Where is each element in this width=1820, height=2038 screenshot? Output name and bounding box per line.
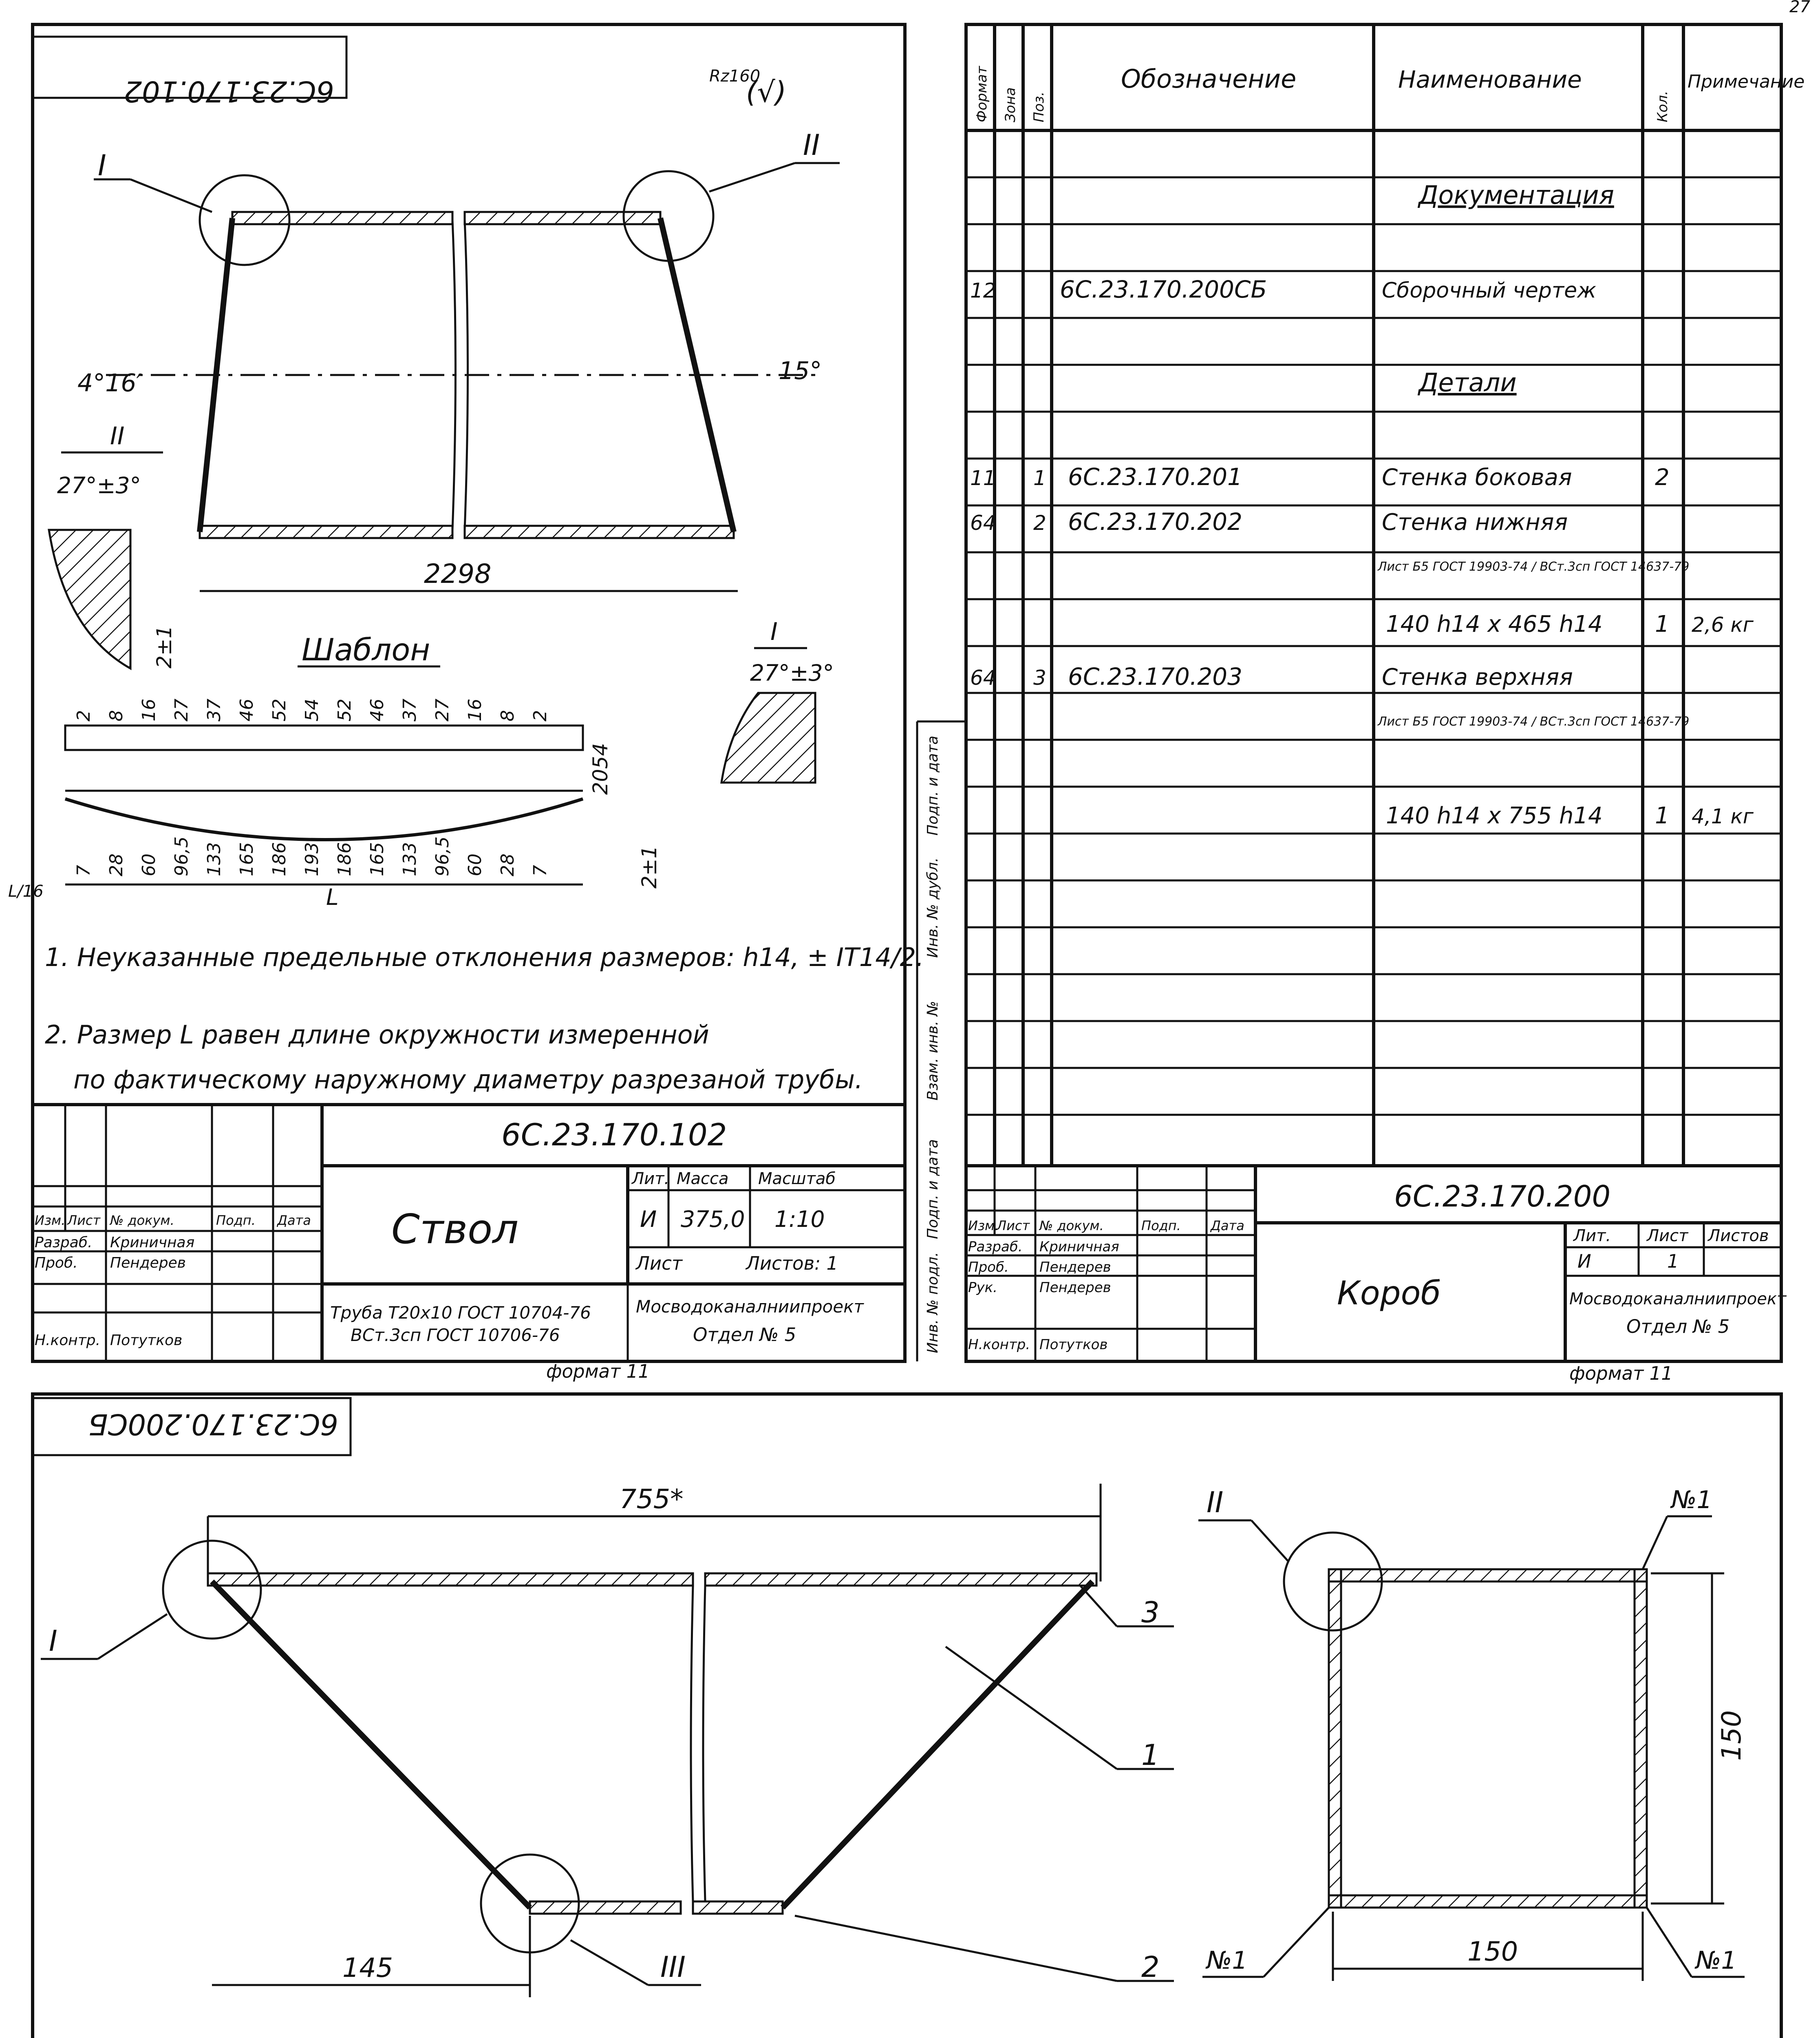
sheet1-sheets-label: Листов: 1: [746, 1253, 838, 1274]
template-top-dim: 2: [530, 710, 551, 721]
spec-header-pos: Поз.: [1031, 91, 1047, 122]
spec-row-material: Лист Б5 ГОСТ 19903-74 / ВСт.3сп ГОСТ 14637-79: [1378, 715, 1690, 729]
angle-left: 4°16′: [77, 369, 142, 397]
detail-I-label: I: [770, 618, 778, 646]
template-bottom-dim: 133: [204, 842, 225, 876]
sheet2-org: Мосводоканалниипроект: [1569, 1290, 1787, 1308]
sheet1-material-1: Труба T20x10 ГОСТ 10704-76: [330, 1303, 591, 1323]
spec-row-fmt: 11: [970, 466, 996, 490]
sheet1-sheet-label: Лист: [636, 1253, 683, 1274]
spec-header-designation: Обозначение: [1121, 64, 1297, 94]
side-label-0: Инв. № подл.: [924, 1252, 941, 1353]
sheet2-person-1: Пендерев: [1039, 1259, 1111, 1275]
detail-II-angle: 27°±3°: [57, 472, 141, 498]
dim-2pm1-b: 2±1: [638, 845, 661, 889]
spec-row-name: 140 h14 x 755 h14: [1386, 803, 1603, 829]
sheet3-code-rotated: 6C.23.170.200СБ: [88, 1407, 338, 1441]
spec-row-qty: 1: [1655, 611, 1670, 637]
template-bottom-dim: 60: [139, 854, 159, 876]
sheet1-lit-label: Лит.: [632, 1169, 670, 1188]
template-step: L/16: [8, 882, 44, 901]
sheet2-lit: И: [1577, 1251, 1591, 1272]
sheet1-lit: И: [640, 1206, 657, 1232]
dim-box-h: 150: [1716, 1710, 1747, 1761]
side-label-2: Взам. инв. №: [924, 1001, 941, 1101]
template-bottom-dim: 28: [497, 854, 518, 876]
sheet1-designation: 6C.23.170.102: [501, 1117, 727, 1153]
pos-label-3: 3: [1141, 1596, 1160, 1629]
template-bottom-dim: 165: [367, 842, 388, 876]
sheet2-person-0: Криничная: [1039, 1239, 1119, 1255]
spec-header-zone: Зона: [1002, 87, 1019, 122]
detail-I-angle: 27°±3°: [750, 660, 834, 686]
sheet-3: [33, 1394, 1787, 2038]
spec-row-note: 2,6 кг: [1692, 613, 1754, 637]
sheet2-title-block: [966, 1166, 1787, 1361]
sheet1-title-block: [33, 1105, 905, 1361]
sheet-2: [917, 24, 1805, 1384]
sheet1-mass: 375,0: [681, 1206, 745, 1232]
sheet1-note-2: 2. Размер L равен длине окружности измеренной: [45, 1020, 709, 1050]
spec-row-name: 140 h14 x 465 h14: [1386, 611, 1603, 637]
spec-row-pos: 2: [1033, 511, 1046, 535]
sheet1-material-2: ВСт.3сп ГОСТ 10706-76: [351, 1325, 560, 1345]
weld-label-c: №1: [1696, 1946, 1737, 1975]
spec-row-des: 6C.23.170.202: [1068, 508, 1242, 536]
sheet1-scale-label: Масштаб: [758, 1169, 836, 1188]
sheet2-col-h2: № докум.: [1039, 1218, 1104, 1233]
sheet1-code-rotated: 6C.23.170.102: [124, 75, 334, 108]
dim-bottom: 145: [342, 1953, 393, 1983]
spec-row-name: Сборочный чертеж: [1382, 278, 1596, 303]
template-top-dim: 27: [171, 699, 192, 721]
template-top-dim: 16: [465, 699, 485, 721]
spec-row-fmt: 64: [970, 511, 996, 535]
view-label-II: II: [803, 128, 820, 162]
sheet2-role-3: Н.контр.: [968, 1337, 1030, 1353]
template-bottom-dim: 186: [269, 842, 290, 876]
sheet2-role-1: Проб.: [968, 1259, 1009, 1275]
dim-top: 755*: [620, 1484, 684, 1515]
template-top-dim: 8: [497, 710, 518, 721]
template-bottom-dim: 133: [399, 842, 420, 876]
side-label-3: Инв. № дубл.: [924, 857, 941, 958]
spec-header-note: Примечание: [1688, 71, 1805, 92]
spec-row-fmt: 12: [970, 279, 996, 302]
roughness-mark: (√): [746, 75, 787, 109]
spec-header-qty: Кол.: [1655, 90, 1671, 122]
dim-box-w: 150: [1467, 1937, 1518, 1967]
template-top-dim: 37: [399, 699, 420, 721]
spec-header-name: Наименование: [1398, 66, 1582, 93]
template-bottom-dim: 7: [530, 865, 551, 876]
spec-header-format: Формат: [974, 66, 990, 122]
template-L: L: [326, 884, 339, 910]
view-label-I: I: [98, 149, 106, 182]
spec-row-name: Стенка верхняя: [1382, 664, 1573, 690]
side-label-1: Подп. и дата: [924, 1139, 941, 1239]
spec-row-note: 4,1 кг: [1692, 805, 1754, 828]
spec-section-docs: Документация: [1418, 180, 1614, 210]
weld-label-a: №1: [1671, 1486, 1712, 1514]
sheet1-scale: 1:10: [774, 1206, 825, 1232]
spec-row-pos: 1: [1033, 466, 1046, 490]
template-top-dim: 27: [432, 699, 453, 721]
template-top-dim: 52: [269, 699, 290, 721]
roughness-label: Rz160: [709, 67, 761, 86]
sheet-1: [8, 24, 924, 1382]
template-width: 2054: [589, 743, 612, 795]
sheet2-person-2: Пендерев: [1039, 1279, 1111, 1296]
sheet2-role-0: Разраб.: [968, 1239, 1023, 1255]
sheet3-view-III: III: [660, 1950, 686, 1984]
template-top-dim: 46: [236, 699, 257, 721]
weld-label-b: №1: [1207, 1946, 1248, 1975]
sheet2-sheet-label: Лист: [1647, 1226, 1688, 1245]
template-bottom-dim: 165: [236, 842, 257, 876]
side-label-4: Подп. и дата: [924, 735, 941, 836]
sheet2-dept: Отдел № 5: [1626, 1316, 1730, 1337]
sheet1-role-0: Разраб.: [35, 1234, 93, 1251]
spec-section-parts: Детали: [1418, 368, 1517, 397]
sheet1-person-1: Пендерев: [110, 1255, 186, 1271]
sheet2-col-h1: Лист: [997, 1218, 1030, 1233]
pos-label-2: 2: [1141, 1950, 1160, 1984]
spec-row-name: Стенка нижняя: [1382, 509, 1568, 536]
spec-row-des: 6C.23.170.203: [1068, 663, 1242, 690]
template-top-dim: 54: [302, 699, 322, 721]
template-bottom-dim: 186: [334, 842, 355, 876]
sheet1-org: Мосводоканалниипроект: [636, 1297, 864, 1317]
sheet1-col-h3: Подп.: [216, 1213, 256, 1228]
page-number: 27: [1789, 0, 1810, 16]
sheet1-person-0: Криничная: [110, 1234, 195, 1251]
sheet1-col-h1: Лист: [67, 1213, 101, 1228]
template-bottom-dim: 96,5: [432, 836, 453, 876]
template-top-dim: 52: [334, 699, 355, 721]
sheet2-col-h0: Изм.: [968, 1218, 999, 1233]
template-top-dim: 8: [106, 710, 127, 721]
detail-II-label: II: [110, 422, 125, 450]
sheet3-view-II: II: [1207, 1486, 1224, 1519]
sheet2-lit-label: Лит.: [1573, 1226, 1611, 1245]
sheet3-view-I: I: [49, 1624, 57, 1658]
sheet2-name: Короб: [1337, 1274, 1441, 1312]
sheet2-designation: 6C.23.170.200: [1394, 1179, 1611, 1213]
sheet2-format: формат 11: [1569, 1363, 1673, 1384]
template-top-dim: 16: [139, 699, 159, 721]
spec-row-lines: [966, 177, 1781, 1115]
template-bottom-dim: 193: [302, 842, 322, 876]
sheet2-person-3: Потутков: [1039, 1337, 1108, 1353]
sheet1-note-3: по фактическому наружному диаметру разрезаной трубы.: [73, 1065, 863, 1094]
dim-length: 2298: [424, 559, 492, 589]
template-bottom-dim: 28: [106, 854, 127, 876]
sheet1-role-1: Проб.: [35, 1255, 78, 1271]
sheet1-col-h2: № докум.: [110, 1213, 174, 1228]
template-bottom-dim: 96,5: [171, 836, 192, 876]
sheet1-format: формат 11: [546, 1361, 650, 1382]
spec-row-des: 6C.23.170.200СБ: [1060, 276, 1267, 303]
sheet1-col-h4: Дата: [277, 1213, 311, 1228]
dim-2pm1-a: 2±1: [152, 625, 176, 668]
spec-row-pos: 3: [1033, 666, 1046, 690]
sheet1-col-h0: Изм.: [35, 1213, 66, 1228]
sheet2-col-h4: Дата: [1211, 1218, 1244, 1233]
spec-row-des: 6C.23.170.201: [1068, 463, 1242, 491]
spec-row-qty: 1: [1655, 803, 1670, 829]
spec-row-fmt: 64: [970, 666, 996, 690]
spec-row-qty: 2: [1655, 464, 1670, 491]
template-top-dim: 46: [367, 699, 388, 721]
template-top-dims: [73, 699, 551, 721]
sheet1-person-2: Потутков: [110, 1332, 183, 1349]
sheet1-note-1: 1. Неуказанные предельные отклонения размеров: h14, ± IT14/2.: [45, 942, 924, 972]
template-top-dim: 37: [204, 699, 225, 721]
template-bottom-dims: [73, 836, 551, 876]
sheet1-dept: Отдел № 5: [693, 1324, 796, 1345]
template-bottom-dim: 7: [73, 865, 94, 876]
template-bottom-dim: 60: [465, 854, 485, 876]
sheet2-col-h3: Подп.: [1141, 1218, 1181, 1233]
spec-row-name: Стенка боковая: [1382, 464, 1572, 491]
template-title: Шаблон: [302, 632, 430, 668]
sheet1-name: Ствол: [391, 1205, 519, 1253]
sheet2-sheet: 1: [1667, 1251, 1679, 1272]
spec-row-material: Лист Б5 ГОСТ 19903-74 / ВСт.3сп ГОСТ 14637-79: [1378, 560, 1690, 574]
sheet1-mass-label: Масса: [677, 1169, 729, 1188]
sheet2-role-2: Рук.: [968, 1279, 997, 1296]
angle-right: 15°: [779, 357, 822, 385]
template-top-dim: 2: [73, 710, 94, 721]
pos-label-1: 1: [1141, 1738, 1160, 1772]
sheet1-role-2: Н.контр.: [35, 1332, 101, 1349]
sheet2-sheets-label: Листов: [1708, 1226, 1769, 1245]
